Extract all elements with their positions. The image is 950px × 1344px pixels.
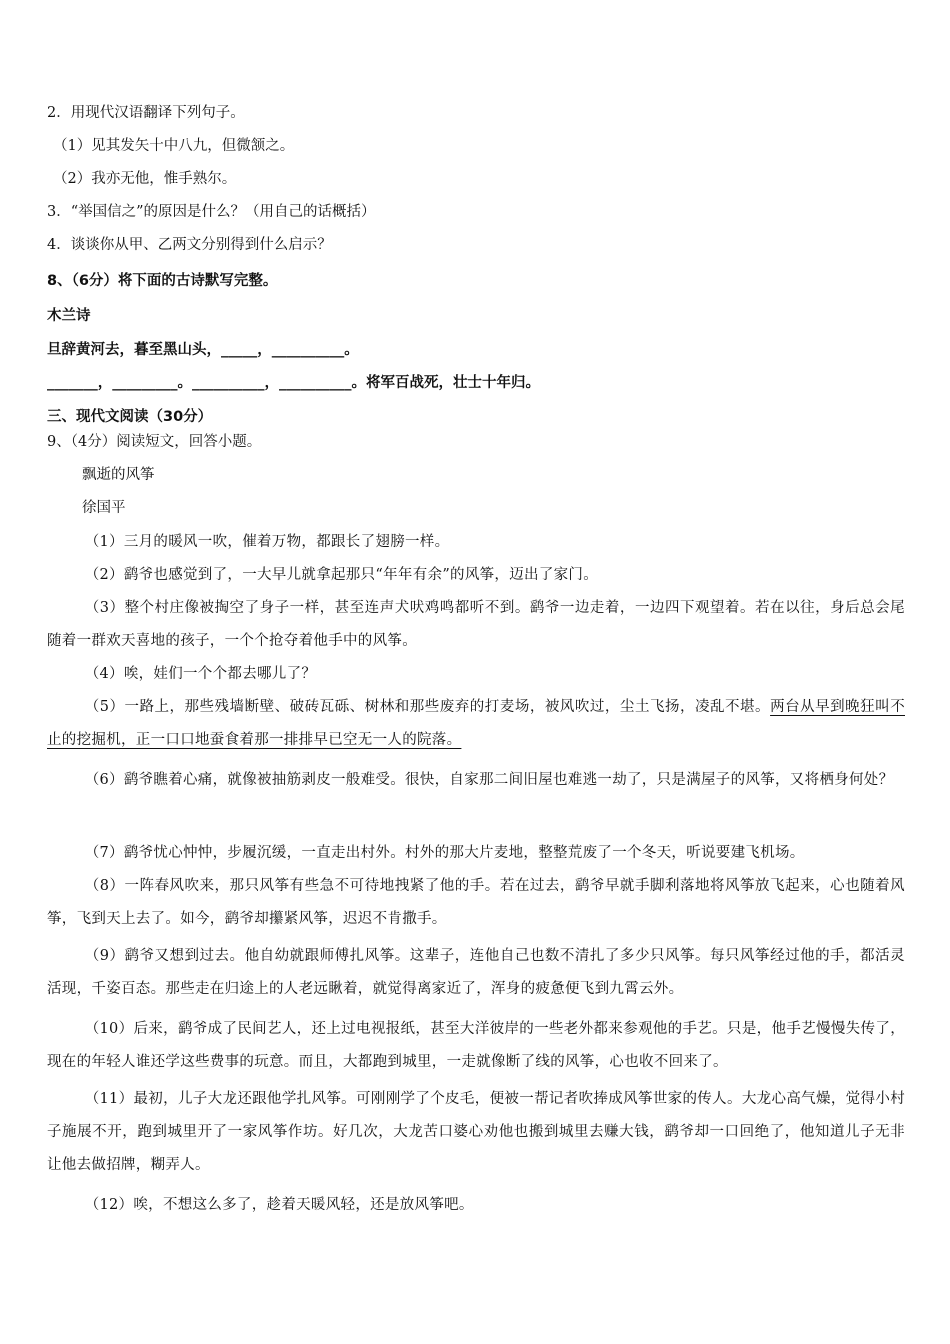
paragraph-5 xyxy=(47,691,905,757)
paragraph-9: （9）鹞爷又想到过去。他自幼就跟师傅扎风筝。这辈子，连他自己也数不清扎了多少只风筝。每只风筝经过他的手，都活灵活现，千姿百态。那些走在归途上的人老远瞅着，就觉得离家近了，浑身的疲惫便飞到九霄云外。 xyxy=(47,948,905,997)
paragraph-4: （4）唉，娃们一个个都去哪儿了？ xyxy=(84,666,317,682)
q2-sentence-1: （1）见其发矢十中八九，但微颔之。 xyxy=(53,138,295,154)
article-author: 徐国平 xyxy=(82,500,126,516)
paragraph-6: （6）鹞爷瞧着心痛，就像被抽筋剥皮一般难受。很快，自家那二间旧屋也难逃一劫了，只是满屋子的风筝，又将栖身何处？ xyxy=(84,772,894,788)
article-title: 飘逝的风筝 xyxy=(82,467,155,483)
paragraph-12: （12）唉，不想这么多了，趁着天暖风轻，还是放风筝吧。 xyxy=(84,1197,474,1213)
q2-title: 2．用现代汉语翻译下列句子。 xyxy=(47,105,245,121)
q3-question: 3．“举国信之”的原因是什么？（用自己的话概括） xyxy=(47,204,376,220)
q8-title: 8、（6分）将下面的古诗默写完整。 xyxy=(47,273,278,289)
paragraph-1: （1）三月的暖风一吹，催着万物，都跟长了翅膀一样。 xyxy=(84,534,450,550)
q9-title: 9、（4分）阅读短文，回答小题。 xyxy=(47,434,262,450)
paragraph-10: （10）后来，鹞爷成了民间艺人，还上过电视报纸，甚至大洋彼岸的一些老外都来参观他的手艺。只是，他手艺慢慢失传了，现在的年轻人谁还学这些费事的玩意。而且，大都跑到城里，一走就像断了线的风筝，心也收不回来了。 xyxy=(47,1021,905,1070)
q2-sentence-2: （2）我亦无他，惟手熟尔。 xyxy=(53,171,237,187)
q4-question: 4．谈谈你从甲、乙两文分别得到什么启示？ xyxy=(47,237,332,253)
section-3-heading: 三、现代文阅读（30分） xyxy=(47,409,213,425)
paragraph-2: （2）鹞爷也感觉到了，一大早儿就拿起那只“年年有余”的风筝，迈出了家门。 xyxy=(84,567,599,583)
paragraph-5-underlined: 两台从早到晚狂叫不止的挖掘机，正一口口地蚕食着那一排排早已空无一人的院落。 xyxy=(47,699,905,748)
paragraph-11: （11）最初，儿子大龙还跟他学扎风筝。可刚刚学了个皮毛，便被一帮记者吹捧成风筝世家的传人。大龙心高气燥，觉得小村子施展不开，跑到城里开了一家风筝作坊。好几次，大龙苦口婆心劝他也搬到城里去赚大钱，鹞爷却一口回绝了，他知道儿子无非让他去做招牌，糊弄人。 xyxy=(47,1091,905,1173)
paragraph-5-text: （5）一路上，那些残墙断壁、破砖瓦砾、树林和那些废弃的打麦场，被风吹过，尘土飞扬，凌乱不堪。 xyxy=(84,699,771,715)
paragraph-3: （3）整个村庄像被掏空了身子一样，甚至连声犬吠鸡鸣都听不到。鹞爷一边走着，一边四下观望着。若在以往，身后总会尾随着一群欢天喜地的孩子，一个个抢夺着他手中的风筝。 xyxy=(47,600,905,649)
paragraph-7: （7）鹞爷忧心忡忡，步履沉缓，一直走出村外。村外的那大片麦地，整整荒废了一个冬天，听说要建飞机场。 xyxy=(84,845,805,861)
poem-line-1: 旦辞黄河去，暮至黑山头，_____，__________。 xyxy=(47,342,359,358)
paragraph-8: （8）一阵春风吹来，那只风筝有些急不可待地拽紧了他的手。若在过去，鹞爷早就手脚利落地将风筝放飞起来，心也随着风筝，飞到天上去了。如今，鹞爷却攥紧风筝，迟迟不肯撒手。 xyxy=(47,878,905,927)
poem-line-2: _______，_________。__________，__________。将军百战死，壮士十年归。 xyxy=(47,375,540,391)
poem-title: 木兰诗 xyxy=(47,308,91,324)
